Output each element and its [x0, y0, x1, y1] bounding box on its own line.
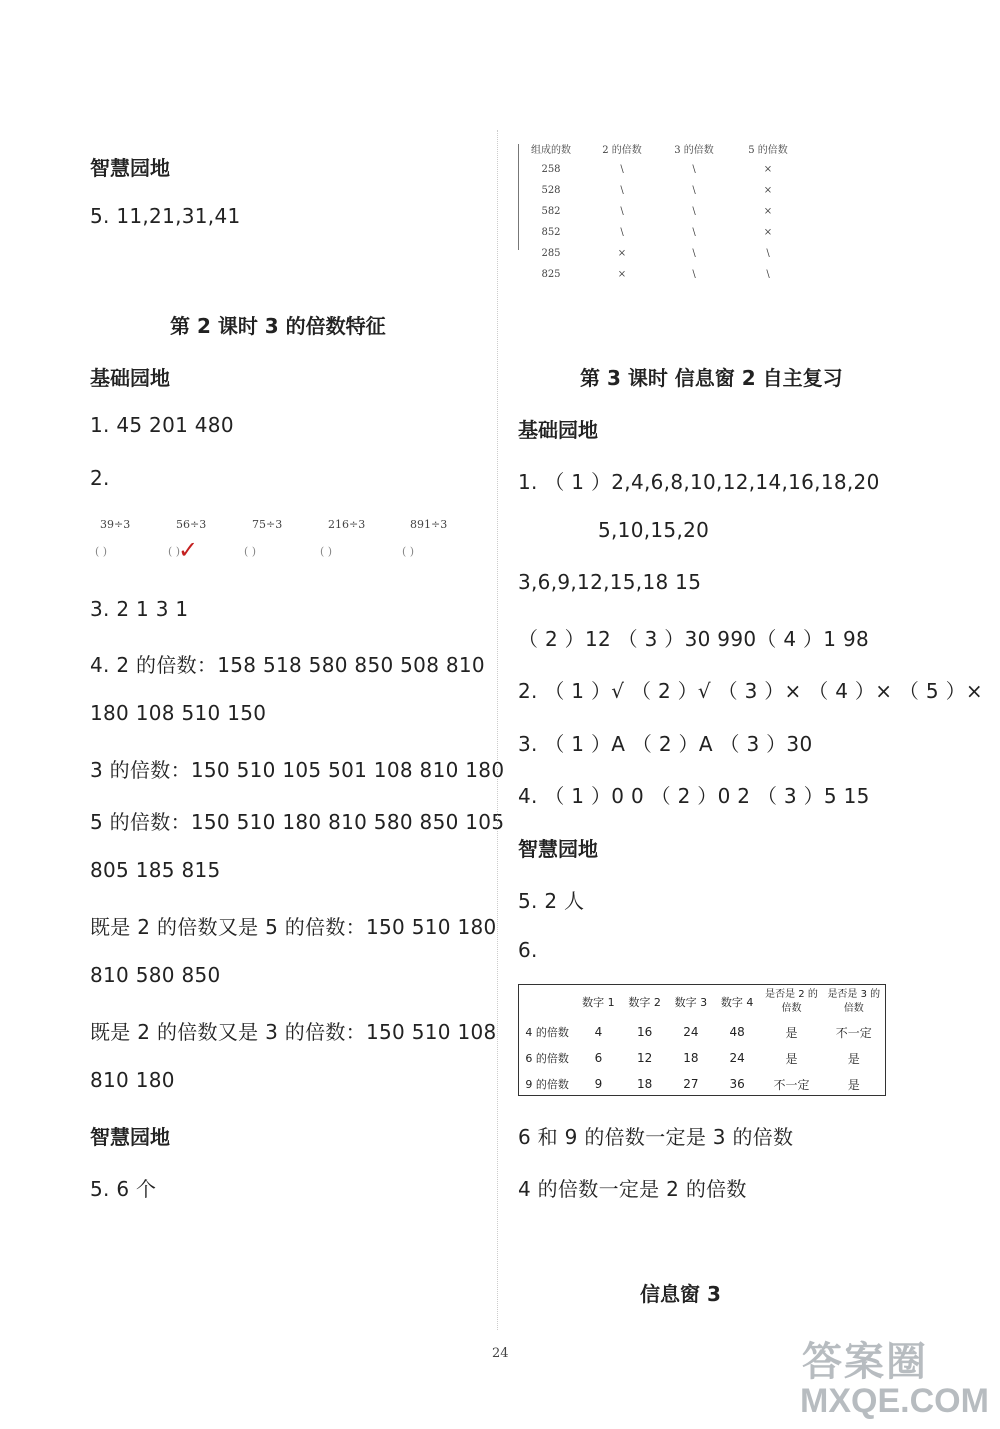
- answer-line: 5. 11,21,31,41: [90, 204, 241, 228]
- table-cell: 是: [847, 1077, 860, 1092]
- table-cell: ×: [763, 227, 773, 238]
- table-cell: 6: [594, 1051, 603, 1065]
- table-cell: 是: [785, 1051, 798, 1066]
- table-cell: 16: [637, 1025, 653, 1039]
- answer-line: 4. （ 1 ）0 0 （ 2 ）0 2 （ 3 ）5 15: [518, 784, 870, 808]
- section-title: 信息窗 3: [640, 1282, 721, 1306]
- table-cell: \: [620, 185, 624, 196]
- table-header: 数字 4: [720, 996, 754, 1009]
- table-cell: \: [692, 227, 696, 238]
- table-cell: 12: [637, 1051, 653, 1065]
- watermark-url: MXQE.COM: [800, 1382, 989, 1420]
- table-cell: \: [692, 164, 696, 175]
- answer-line: 3. 2 1 3 1: [90, 597, 189, 621]
- answer-parentheses: ( ): [402, 545, 415, 558]
- table-header: 数字 1: [582, 996, 615, 1009]
- table-header: 5 的倍数: [748, 145, 788, 156]
- answer-line: 1. 45 201 480: [90, 413, 234, 437]
- table-cell: ×: [763, 164, 773, 175]
- watermark-logo: 答案圈: [802, 1340, 928, 1384]
- table-cell: 258: [541, 164, 561, 175]
- answer-line: 805 185 815: [90, 858, 221, 882]
- answer-line: 既是 2 的倍数又是 3 的倍数：150 510 108: [90, 1020, 497, 1044]
- table-row: [516, 264, 806, 285]
- table-cell: 24: [683, 1025, 699, 1039]
- conclusion-line: 6 和 9 的倍数一定是 3 的倍数: [518, 1125, 794, 1149]
- table-row: [519, 1045, 885, 1071]
- table-cell: 不一定: [835, 1025, 872, 1040]
- multiples-table-2: [518, 984, 886, 1096]
- answer-line: 3. （ 1 ）A （ 2 ）A （ 3 ）30: [518, 732, 813, 756]
- lesson-title: 第 2 课时 3 的倍数特征: [170, 314, 386, 338]
- table-header: 3 的倍数: [674, 145, 714, 156]
- answer-line: 2. （ 1 ）√ （ 2 ）√ （ 3 ）× （ 4 ）× （ 5 ）×: [518, 679, 983, 703]
- answer-line: 3,6,9,12,15,18 15: [518, 570, 702, 594]
- table-cell: 9: [594, 1077, 603, 1091]
- section-heading-basic: 基础园地: [518, 418, 598, 442]
- table-cell: 285: [541, 248, 561, 259]
- table-header: 数字 2: [628, 996, 661, 1009]
- table-cell: 是: [847, 1051, 860, 1066]
- table-cell: ×: [617, 269, 627, 280]
- table-row: [516, 159, 806, 180]
- table-cell: \: [766, 269, 770, 280]
- section-heading-wisdom: 智慧园地: [90, 1125, 170, 1149]
- answer-line: 5,10,15,20: [598, 518, 710, 542]
- table-row: [519, 1019, 885, 1045]
- section-heading-wisdom: 智慧园地: [90, 156, 170, 180]
- expression: 891÷3: [410, 518, 448, 531]
- table-cell: ×: [763, 206, 773, 217]
- answer-line: 4. 2 的倍数：158 518 580 850 508 810: [90, 653, 485, 677]
- answer-line: 既是 2 的倍数又是 5 的倍数：150 510 180: [90, 915, 497, 939]
- expression: 216÷3: [328, 518, 366, 531]
- table-header: 是否是 2 的倍数: [765, 989, 818, 1014]
- table-header-row: [516, 138, 806, 159]
- answer-line: 5 的倍数：150 510 180 810 580 850 105: [90, 810, 505, 834]
- table-header: 数字 3: [674, 996, 708, 1009]
- table-border: [518, 144, 519, 250]
- table-header-row: [519, 985, 885, 1019]
- table-cell: \: [692, 248, 696, 259]
- table-cell: 不一定: [773, 1077, 810, 1092]
- table-cell: 36: [729, 1077, 745, 1091]
- table-cell: 825: [541, 269, 561, 280]
- table-cell: \: [692, 206, 696, 217]
- expression: 39÷3: [100, 518, 131, 531]
- table-cell: 6 的倍数: [525, 1052, 569, 1065]
- answer-line: 2.: [90, 466, 110, 490]
- table-cell: 9 的倍数: [525, 1078, 569, 1091]
- answer-line: （ 2 ）12 （ 3 ）30 990（ 4 ）1 98: [518, 627, 870, 651]
- table-cell: ×: [763, 185, 773, 196]
- answer-parentheses: ( ): [168, 545, 181, 558]
- table-cell: 582: [541, 206, 561, 217]
- table-cell: 48: [729, 1025, 745, 1039]
- table-cell: \: [766, 248, 770, 259]
- page-number: 24: [492, 1346, 509, 1361]
- answer-line: 180 108 510 150: [90, 701, 267, 725]
- conclusion-line: 4 的倍数一定是 2 的倍数: [518, 1177, 747, 1201]
- lesson-title: 第 3 课时 信息窗 2 自主复习: [580, 366, 843, 390]
- table-cell: 是: [785, 1025, 798, 1040]
- expression: 75÷3: [252, 518, 283, 531]
- table-row: [516, 222, 806, 243]
- table-cell: ×: [617, 248, 627, 259]
- table-cell: 4 的倍数: [525, 1026, 569, 1039]
- table-cell: 27: [683, 1077, 699, 1091]
- table-row: [516, 243, 806, 264]
- answer-line: 3 的倍数：150 510 105 501 108 810 180: [90, 758, 505, 782]
- column-divider: [497, 130, 499, 1330]
- table-cell: 18: [637, 1077, 653, 1091]
- table-header: 2 的倍数: [602, 145, 642, 156]
- table-cell: \: [620, 164, 624, 175]
- table-cell: \: [692, 185, 696, 196]
- table-cell: 4: [594, 1025, 603, 1039]
- answer-line: 5. 2 人: [518, 889, 585, 913]
- table-header: 组成的数: [531, 145, 571, 156]
- table-cell: 24: [729, 1051, 745, 1065]
- check-mark-icon: ✓: [178, 536, 199, 564]
- table-cell: \: [620, 227, 624, 238]
- table-row: [516, 180, 806, 201]
- table-cell: \: [620, 206, 624, 217]
- table-header: 是否是 3 的倍数: [827, 989, 881, 1014]
- answer-line: 5. 6 个: [90, 1177, 157, 1201]
- table-cell: 852: [541, 227, 561, 238]
- table-cell: \: [692, 269, 696, 280]
- table-header: [519, 985, 575, 1019]
- answer-parentheses: ( ): [244, 545, 257, 558]
- expression: 56÷3: [176, 518, 207, 531]
- answer-line: 810 580 850: [90, 963, 221, 987]
- table-row: [516, 201, 806, 222]
- answer-parentheses: ( ): [95, 545, 108, 558]
- table-row: [519, 1071, 885, 1097]
- section-heading-wisdom: 智慧园地: [518, 837, 598, 861]
- answer-line: 6.: [518, 938, 538, 962]
- table-cell: 528: [541, 185, 561, 196]
- table-cell: 18: [683, 1051, 699, 1065]
- answer-line: 810 180: [90, 1068, 175, 1092]
- answer-parentheses: ( ): [320, 545, 333, 558]
- multiples-table-1: [516, 138, 806, 285]
- answer-line: 1. （ 1 ）2,4,6,8,10,12,14,16,18,20: [518, 470, 880, 494]
- section-heading-basic: 基础园地: [90, 366, 170, 390]
